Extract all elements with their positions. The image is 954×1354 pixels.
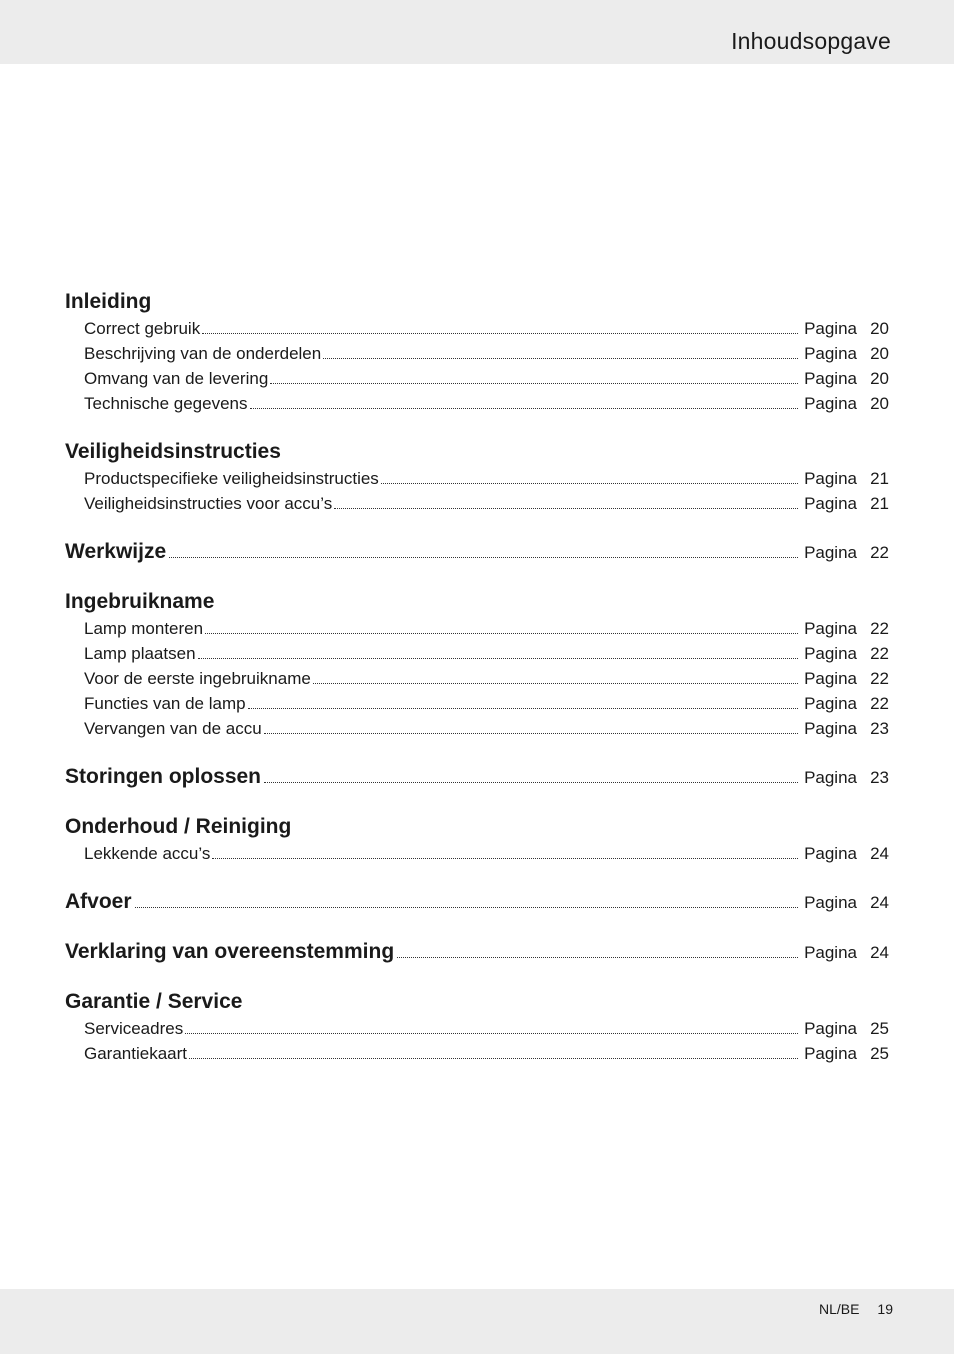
dot-leader — [189, 1057, 798, 1059]
section-title: Verklaring van overeenstemming — [65, 940, 395, 963]
footer — [819, 1301, 893, 1317]
page-reference — [804, 394, 889, 414]
page-number: 23 — [870, 768, 889, 787]
page-label: Pagina — [804, 319, 857, 338]
page-number: 20 — [870, 394, 889, 413]
dot-leader — [381, 482, 798, 484]
page-reference — [804, 694, 889, 714]
page-label: Pagina — [804, 543, 857, 562]
dot-leader — [264, 732, 798, 734]
section-heading[interactable] — [65, 939, 889, 964]
page-label: Pagina — [804, 619, 857, 638]
toc-section-werkwijze — [65, 539, 889, 564]
footer-locale: NL/BE — [818, 1301, 860, 1317]
toc-entry[interactable] — [84, 464, 889, 489]
page-label: Pagina — [804, 369, 857, 388]
page-number: 20 — [870, 319, 889, 338]
section-heading[interactable] — [65, 889, 889, 914]
dot-leader — [270, 382, 798, 384]
toc-entry[interactable] — [84, 689, 889, 714]
page-number: 25 — [870, 1019, 889, 1038]
page-number: 20 — [870, 344, 889, 363]
section-title: Garantie / Service — [65, 990, 243, 1013]
footer-page-number: 19 — [877, 1301, 893, 1317]
section-heading[interactable] — [65, 439, 889, 464]
page-label: Pagina — [804, 768, 857, 787]
page-number: 22 — [870, 694, 889, 713]
section-heading[interactable] — [65, 289, 889, 314]
page-reference — [804, 893, 889, 913]
toc-section-ingebruikname — [65, 589, 889, 739]
footer-bar — [0, 1289, 954, 1354]
toc-entry[interactable] — [84, 389, 889, 414]
page-reference — [804, 344, 889, 364]
toc-entry[interactable] — [84, 639, 889, 664]
page-number: 24 — [870, 844, 889, 863]
entry-title: Veiligheidsinstructies voor accu’s — [84, 494, 333, 513]
entry-title: Functies van de lamp — [84, 694, 246, 713]
page-label: Pagina — [804, 844, 857, 863]
page-label: Pagina — [804, 644, 857, 663]
dot-leader — [185, 1032, 798, 1034]
section-title: Veiligheidsinstructies — [65, 440, 281, 463]
section-heading[interactable] — [65, 989, 889, 1014]
toc-entry[interactable] — [84, 1014, 889, 1039]
page-number: 22 — [870, 619, 889, 638]
dot-leader — [323, 357, 798, 359]
entry-title: Correct gebruik — [84, 319, 201, 338]
section-title: Werkwijze — [65, 540, 167, 563]
page-title: Inhoudsopgave — [731, 28, 891, 54]
page-label: Pagina — [804, 694, 857, 713]
entry-title: Beschrijving van de onderdelen — [84, 344, 322, 363]
toc-section-onderhoud-reiniging — [65, 814, 889, 864]
toc-section-afvoer — [65, 889, 889, 914]
entry-title: Lekkende accu’s — [84, 844, 211, 863]
dot-leader — [198, 657, 799, 659]
entry-title: Technische gegevens — [84, 394, 248, 413]
toc-entry[interactable] — [84, 839, 889, 864]
toc-section-inleiding — [65, 289, 889, 414]
page-number: 21 — [870, 469, 889, 488]
page-number: 22 — [870, 644, 889, 663]
toc-entry[interactable] — [84, 339, 889, 364]
dot-leader — [135, 906, 799, 908]
section-title: Onderhoud / Reiniging — [65, 815, 292, 838]
section-title: Storingen oplossen — [65, 765, 262, 788]
dot-leader — [334, 507, 798, 509]
page-label: Pagina — [804, 344, 857, 363]
page-reference — [804, 768, 889, 788]
section-title: Ingebruikname — [65, 590, 215, 613]
entry-title: Vervangen van de accu — [84, 719, 262, 738]
page-label: Pagina — [804, 1019, 857, 1038]
entry-title: Lamp plaatsen — [84, 644, 196, 663]
toc-section-verklaring — [65, 939, 889, 964]
section-heading[interactable] — [65, 539, 889, 564]
dot-leader — [169, 556, 798, 558]
page-reference — [804, 943, 889, 963]
section-title: Afvoer — [65, 890, 132, 913]
toc-entry[interactable] — [84, 664, 889, 689]
page-reference — [804, 1044, 889, 1064]
section-title: Inleiding — [65, 290, 152, 313]
page-number: 24 — [870, 943, 889, 962]
page-reference — [804, 1019, 889, 1039]
toc-section-veiligheidsinstructies — [65, 439, 889, 514]
toc-entry[interactable] — [84, 714, 889, 739]
dot-leader — [250, 407, 799, 409]
page-number: 22 — [870, 669, 889, 688]
toc-entry[interactable] — [84, 489, 889, 514]
dot-leader — [202, 332, 798, 334]
page-reference — [804, 494, 889, 514]
dot-leader — [248, 707, 798, 709]
dot-leader — [264, 781, 798, 783]
toc-entry[interactable] — [84, 614, 889, 639]
page-reference — [804, 844, 889, 864]
page-number: 25 — [870, 1044, 889, 1063]
entry-title: Serviceadres — [84, 1019, 184, 1038]
dot-leader — [397, 956, 798, 958]
entry-title: Lamp monteren — [84, 619, 204, 638]
page-label: Pagina — [804, 943, 857, 962]
page-reference — [804, 543, 889, 563]
dot-leader — [212, 857, 798, 859]
page-label: Pagina — [804, 394, 857, 413]
page-reference — [804, 369, 889, 389]
section-heading[interactable] — [65, 814, 889, 839]
page-label: Pagina — [804, 494, 857, 513]
page-number: 21 — [870, 494, 889, 513]
toc-entry[interactable] — [84, 1039, 889, 1064]
page-reference — [804, 719, 889, 739]
page-number: 24 — [870, 893, 889, 912]
page-label: Pagina — [804, 893, 857, 912]
page-label: Pagina — [804, 669, 857, 688]
toc-section-garantie-service — [65, 989, 889, 1064]
page-label: Pagina — [804, 719, 857, 738]
toc-entry[interactable] — [84, 314, 889, 339]
entry-title: Productspecifieke veiligheidsinstructies — [84, 469, 379, 488]
page-label: Pagina — [804, 1044, 857, 1063]
entry-title: Omvang van de levering — [84, 369, 269, 388]
page-reference — [804, 469, 889, 489]
page-reference — [804, 644, 889, 664]
dot-leader — [205, 632, 798, 634]
toc-entry[interactable] — [84, 364, 889, 389]
entry-title: Garantiekaart — [84, 1044, 187, 1063]
page-number: 23 — [870, 719, 889, 738]
page-number: 20 — [870, 369, 889, 388]
page-reference — [804, 319, 889, 339]
toc-section-storingen-oplossen — [65, 764, 889, 789]
dot-leader — [313, 682, 798, 684]
entry-title: Voor de eerste ingebruikname — [84, 669, 311, 688]
section-heading[interactable] — [65, 589, 889, 614]
section-heading[interactable] — [65, 764, 889, 789]
page-reference — [804, 619, 889, 639]
page-reference — [804, 669, 889, 689]
page-number: 22 — [870, 543, 889, 562]
page-label: Pagina — [804, 469, 857, 488]
